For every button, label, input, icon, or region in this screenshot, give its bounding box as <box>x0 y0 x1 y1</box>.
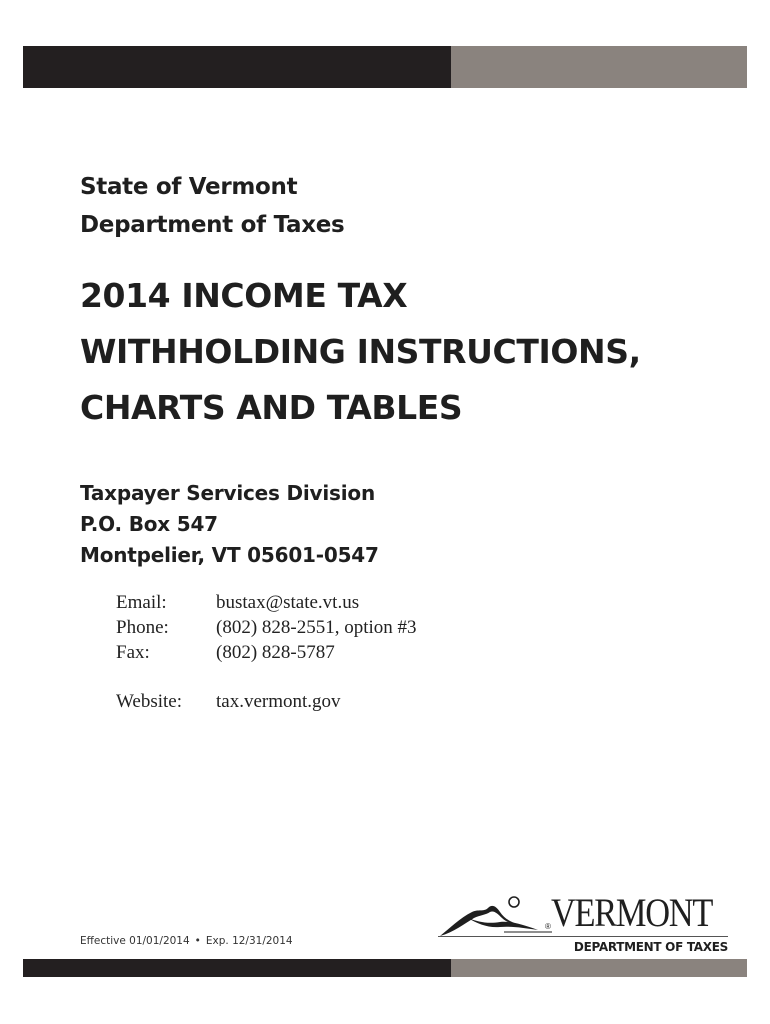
title-line-1: 2014 INCOME TAX <box>80 276 408 315</box>
division-name: Taxpayer Services Division <box>80 481 375 505</box>
header-bar <box>23 46 747 88</box>
logo-wordmark: VERMONT <box>551 890 713 935</box>
agency-name <box>80 168 344 244</box>
header-bar-dark-segment <box>23 46 451 88</box>
footer-bar <box>23 959 747 977</box>
header-bar-gray-segment <box>451 46 747 88</box>
expiration-date: Exp. 12/31/2014 <box>205 935 293 947</box>
email-label: Email: <box>116 592 167 613</box>
title-line-2: WITHHOLDING INSTRUCTIONS, <box>80 332 641 371</box>
city-state-zip: Montpelier, VT 05601-0547 <box>80 543 379 567</box>
mountain-icon <box>438 888 554 938</box>
vermont-tax-logo <box>438 886 728 958</box>
contact-info <box>116 590 417 714</box>
website-label: Website: <box>116 691 183 712</box>
po-box: P.O. Box 547 <box>80 512 218 536</box>
footer-bar-gray-segment <box>451 959 747 977</box>
contact-row-website <box>116 689 417 714</box>
footer-bar-dark-segment <box>23 959 451 977</box>
agency-line-department: Department of Taxes <box>80 212 345 238</box>
fax-label: Fax: <box>116 642 150 663</box>
phone-value: (802) 828-2551, option #3 <box>216 617 417 638</box>
logo-divider <box>438 936 728 937</box>
contact-row-phone <box>116 615 417 640</box>
title-line-3: CHARTS AND TABLES <box>80 388 463 427</box>
date-separator: • <box>194 935 201 947</box>
effective-dates <box>80 935 293 947</box>
effective-date: Effective 01/01/2014 <box>80 935 190 947</box>
agency-line-state: State of Vermont <box>80 174 298 200</box>
mailing-address <box>80 478 379 571</box>
website-value[interactable]: tax.vermont.gov <box>216 691 341 712</box>
phone-label: Phone: <box>116 617 169 638</box>
document-title <box>80 268 641 436</box>
contact-row-email <box>116 590 417 615</box>
fax-value: (802) 828-5787 <box>216 642 335 663</box>
contact-row-fax <box>116 640 417 665</box>
logo-department-text: DEPARTMENT OF TAXES <box>573 940 728 954</box>
registered-mark: ® <box>545 922 551 931</box>
email-value[interactable]: bustax@state.vt.us <box>216 592 360 613</box>
